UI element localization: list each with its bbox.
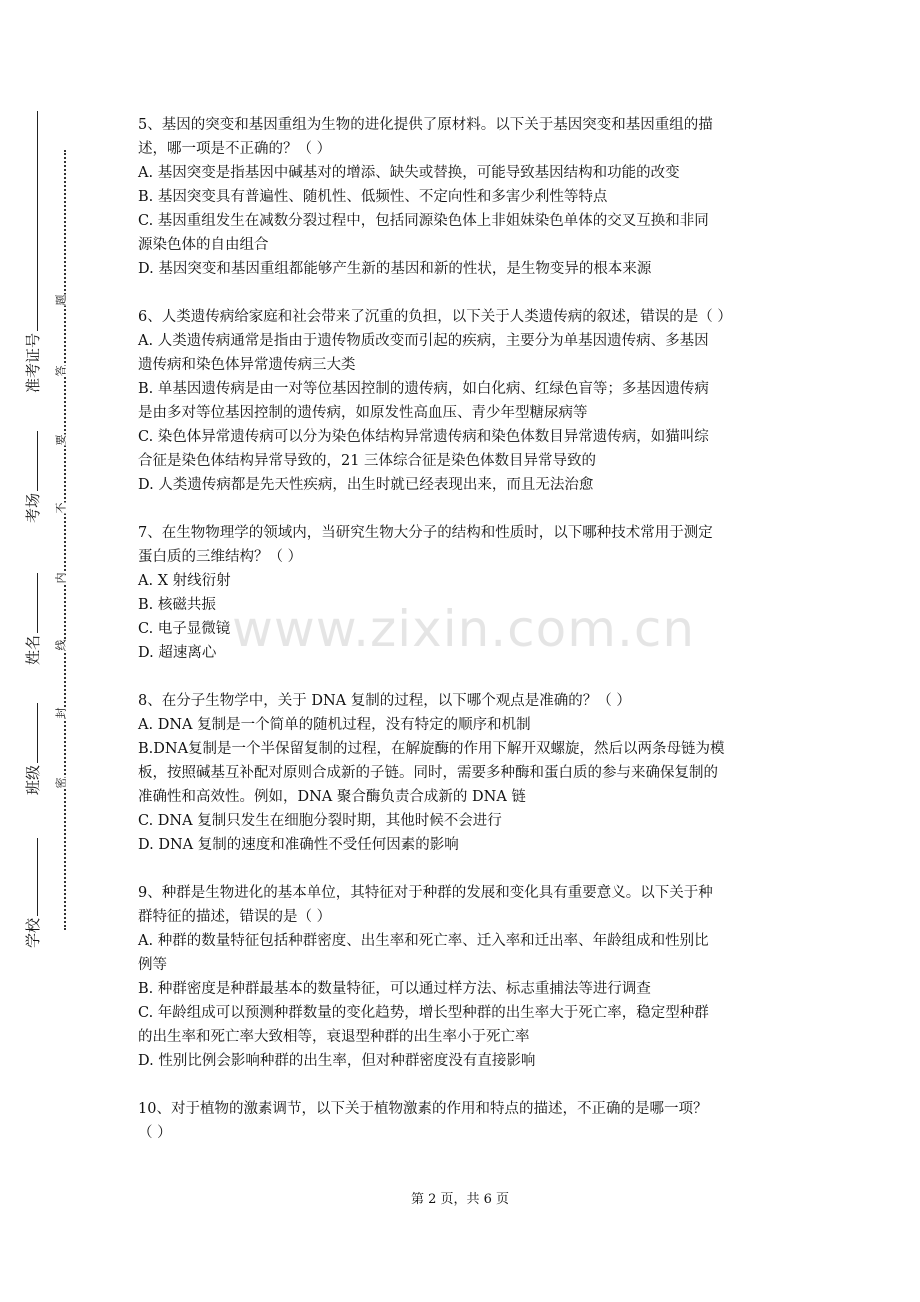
answer-option-line: 板，按照碱基互补配对原则合成新的子链。同时，需要多种酶和蛋白质的参与来确保复制的 xyxy=(138,765,718,781)
answer-option-line: D. 基因突变和基因重组都能够产生新的基因和新的性状，是生物变异的根本来源 xyxy=(138,261,652,277)
answer-option-line: B.DNA复制是一个半保留复制的过程，在解旋酶的作用下解开双螺旋，然后以两条母链为模 xyxy=(138,741,725,757)
question-item xyxy=(138,881,788,1073)
answer-option-line: C. DNA 复制只发生在细胞分裂时期，其他时候不会进行 xyxy=(138,813,502,829)
question-item xyxy=(138,113,788,281)
answer-option-line: D. DNA 复制的速度和准确性不受任何因素的影响 xyxy=(138,837,459,853)
question-item xyxy=(138,689,788,857)
binding-field-school xyxy=(22,838,43,948)
answer-option-line: D. 性别比例会影响种群的出生率，但对种群密度没有直接影响 xyxy=(138,1053,536,1069)
answer-option-line: B. 基因突变具有普遍性、随机性、低频性、不定向性和多害少利性等特点 xyxy=(138,189,608,205)
answer-option-line: A. X 射线衍射 xyxy=(138,573,231,589)
answer-option-line: 源染色体的自由组合 xyxy=(138,237,269,253)
answer-option-line: A. 基因突变是指基因中碱基对的增添、缺失或替换，可能导致基因结构和功能的改变 xyxy=(138,165,680,181)
answer-option-line: B. 单基因遗传病是由一对等位基因控制的遗传病，如白化病、红绿色盲等；多基因遗传病 xyxy=(138,381,709,397)
seal-char: 密 xyxy=(54,777,68,789)
question-item xyxy=(138,305,788,497)
answer-option-line: C. 年龄组成可以预测种群数量的变化趋势，增长型种群的出生率大于死亡率，稳定型种群 xyxy=(138,1005,709,1021)
seal-char: 内 xyxy=(54,572,68,584)
school-blank[interactable] xyxy=(23,838,38,916)
class-blank[interactable] xyxy=(23,703,38,763)
ticket-blank[interactable] xyxy=(23,111,38,331)
answer-option-line: C. 电子显微镜 xyxy=(138,621,231,637)
question-stem-line: 群特征的描述，错误的是（ ） xyxy=(138,909,332,925)
answer-option-line: D. 人类遗传病都是先天性疾病，出生时就已经表现出来，而且无法治愈 xyxy=(138,477,594,493)
answer-option-line: B. 种群密度是种群最基本的数量特征，可以通过样方法、标志重捕法等进行调查 xyxy=(138,981,651,997)
question-stem-line: 5、基因的突变和基因重组为生物的进化提供了原材料。以下关于基因突变和基因重组的描 xyxy=(138,117,713,133)
answer-option-line: 合征是染色体结构异常导致的，21 三体综合征是染色体数目异常导致的 xyxy=(138,453,597,469)
binding-field-class xyxy=(22,703,43,795)
binding-field-name xyxy=(22,573,43,665)
binding-field-label: 姓名 xyxy=(24,634,42,665)
seal-dotted-line xyxy=(64,150,66,930)
answer-option-line: A. 人类遗传病通常是指由于遗传物质改变而引起的疾病，主要分为单基因遗传病、多基因 xyxy=(138,333,709,349)
seal-char: 线 xyxy=(54,639,68,651)
name-blank[interactable] xyxy=(23,573,38,633)
answer-option-line: D. 超速离心 xyxy=(138,645,217,661)
seal-char: 不 xyxy=(54,502,68,514)
binding-field-ticket xyxy=(22,111,43,393)
question-stem-line: 7、在生物物理学的领域内，当研究生物大分子的结构和性质时，以下哪种技术常用于测定 xyxy=(138,525,713,541)
seal-char: 封 xyxy=(54,707,68,719)
seal-char: 题 xyxy=(54,294,68,306)
answer-option-line: 是由多对等位基因控制的遗传病，如原发性高血压、青少年型糖尿病等 xyxy=(138,405,588,421)
question-stem-line: 6、人类遗传病给家庭和社会带来了沉重的负担，以下关于人类遗传病的叙述，错误的是（ ） xyxy=(138,309,732,325)
answer-option-line: C. 染色体异常遗传病可以分为染色体结构异常遗传病和染色体数目异常遗传病，如猫叫综 xyxy=(138,429,709,445)
answer-option-line: 准确性和高效性。例如，DNA 聚合酶负责合成新的 DNA 链 xyxy=(138,789,526,805)
answer-option-line: C. 基因重组发生在减数分裂过程中，包括同源染色体上非姐妹染色单体的交叉互换和非同 xyxy=(138,213,709,229)
room-blank[interactable] xyxy=(23,431,38,491)
question-stem-line: 10、对于植物的激素调节，以下关于植物激素的作用和特点的描述，不正确的是哪一项？ xyxy=(138,1101,708,1117)
answer-option-line: 遗传病和染色体异常遗传病三大类 xyxy=(138,357,356,373)
binding-field-room xyxy=(22,431,43,523)
binding-field-label: 准考证号 xyxy=(24,332,42,393)
binding-margin xyxy=(0,0,110,1302)
question-stem-line: （ ） xyxy=(138,1125,172,1141)
question-stem-line: 9、种群是生物进化的基本单位，其特征对于种群的发展和变化具有重要意义。以下关于种 xyxy=(138,885,713,901)
binding-field-label: 考场 xyxy=(24,492,42,523)
seal-char: 要 xyxy=(54,434,68,446)
watermark: www.zixin.com.cn xyxy=(232,600,696,658)
question-item xyxy=(138,1097,788,1145)
binding-field-label: 班级 xyxy=(24,764,42,795)
page-footer: 第 2 页，共 6 页 xyxy=(410,1192,510,1207)
answer-option-line: A. 种群的数量特征包括种群密度、出生率和死亡率、迁入率和迁出率、年龄组成和性别比 xyxy=(138,933,709,949)
answer-option-line: 例等 xyxy=(138,957,167,973)
seal-char: 答 xyxy=(54,365,68,377)
answer-option-line: B. 核磁共振 xyxy=(138,597,216,613)
answer-option-line: 的出生率和死亡率大致相等，衰退型种群的出生率小于死亡率 xyxy=(138,1029,530,1045)
question-stem-line: 蛋白质的三维结构？（ ） xyxy=(138,549,303,565)
question-stem-line: 述，哪一项是不正确的？（ ） xyxy=(138,141,332,157)
question-stem-line: 8、在分子生物学中，关于 DNA 复制的过程，以下哪个观点是准确的？（ ） xyxy=(138,693,631,709)
answer-option-line: A. DNA 复制是一个简单的随机过程，没有特定的顺序和机制 xyxy=(138,717,531,733)
binding-field-label: 学校 xyxy=(24,917,42,948)
